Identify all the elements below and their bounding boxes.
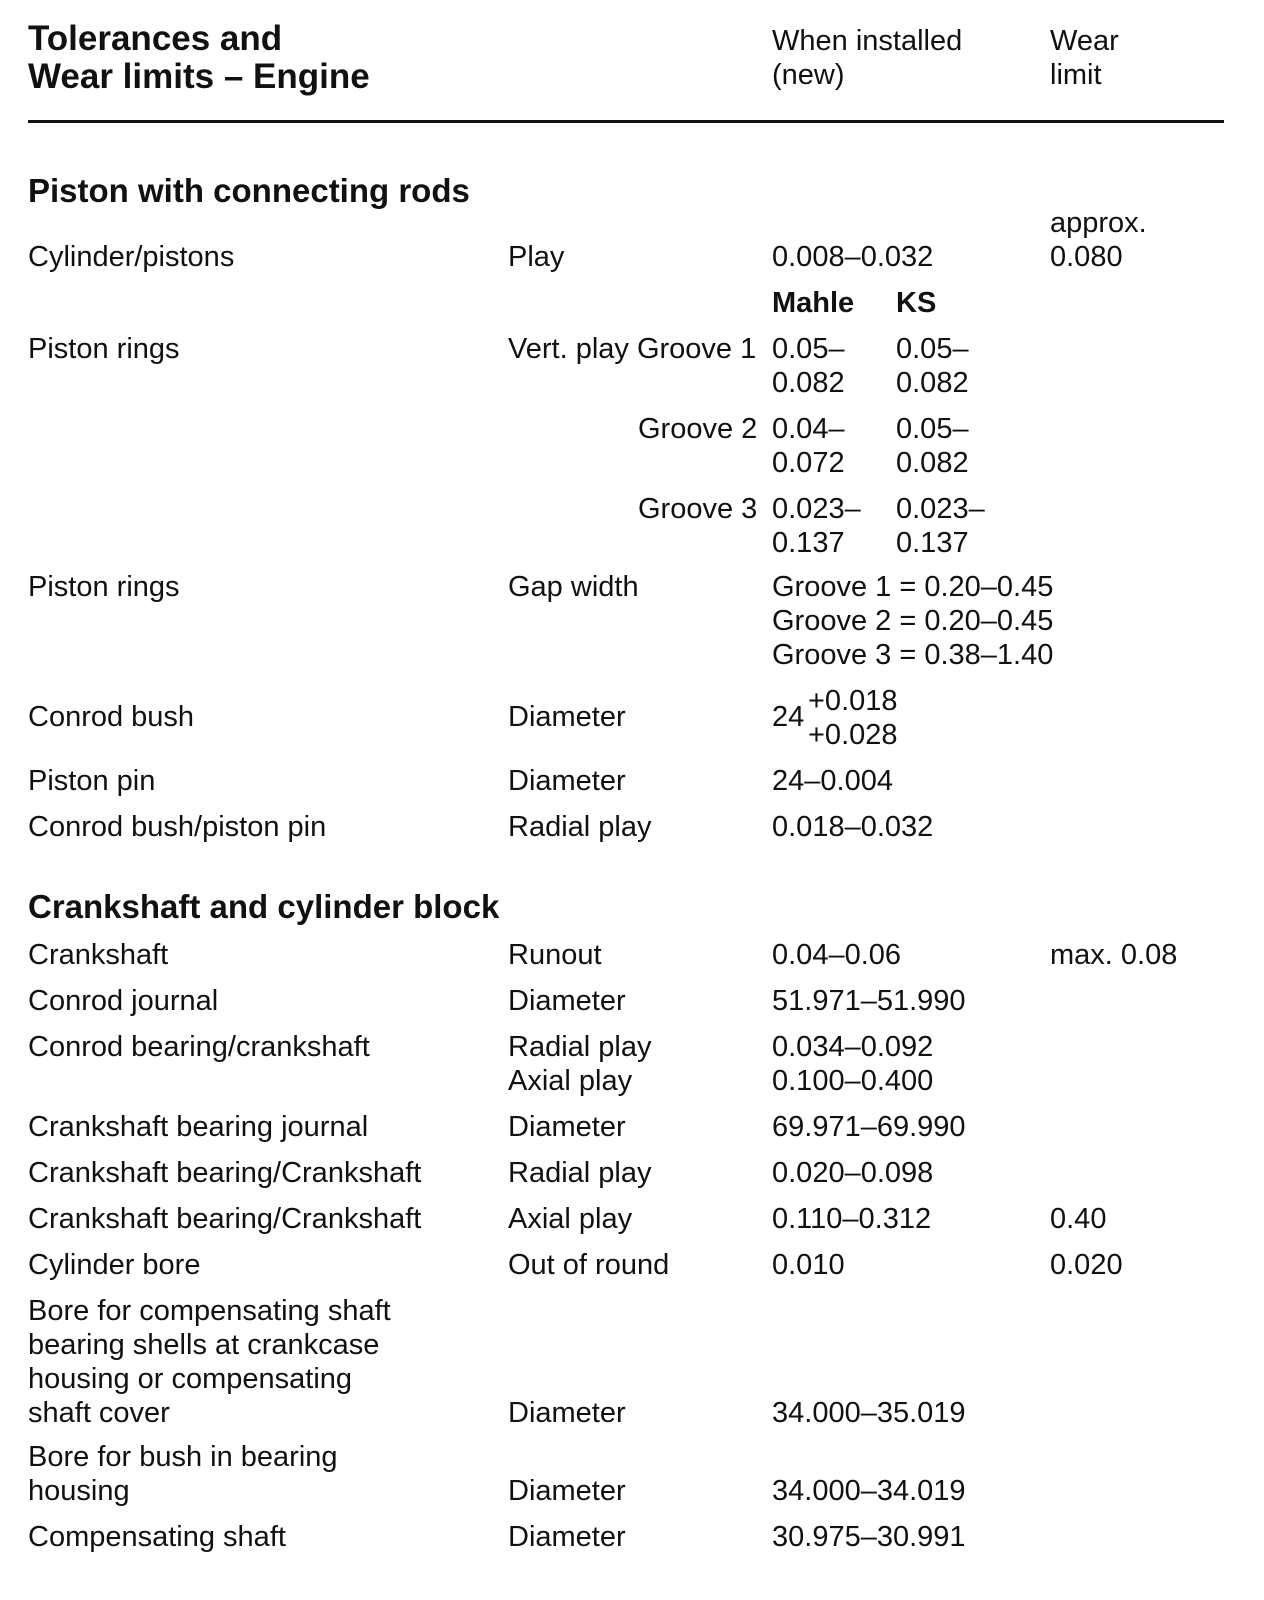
cyl-param: Play bbox=[508, 241, 565, 273]
rings-g1-ks-a: 0.05– bbox=[896, 333, 969, 365]
bush-base: 24 bbox=[772, 701, 805, 733]
bushpin-param: Radial play bbox=[508, 811, 652, 843]
col-new-header-2: (new) bbox=[772, 59, 845, 91]
rings-part: Piston rings bbox=[28, 333, 180, 365]
row7-value: 0.010 bbox=[772, 1249, 845, 1281]
bush-bore-value: 34.000–34.019 bbox=[772, 1475, 966, 1507]
row1-value: 51.971–51.990 bbox=[772, 985, 966, 1017]
bush-bore-line-1: Bore for bush in bearing bbox=[28, 1441, 338, 1473]
rings-g3-ks-a: 0.023– bbox=[896, 493, 985, 525]
comp-bore-value: 34.000–35.019 bbox=[772, 1397, 966, 1429]
bush-bore-line-2: housing bbox=[28, 1475, 130, 1507]
rings-g2-mahle-a: 0.04– bbox=[772, 413, 845, 445]
row6-part: Crankshaft bearing/Crankshaft bbox=[28, 1203, 422, 1235]
rings-g2-mahle-b: 0.072 bbox=[772, 447, 845, 479]
rings-g1-ks-b: 0.082 bbox=[896, 367, 969, 399]
title-line-1: Tolerances and bbox=[28, 19, 283, 58]
gap-part: Piston rings bbox=[28, 571, 180, 603]
row7-part: Cylinder bore bbox=[28, 1249, 201, 1281]
row6-param: Axial play bbox=[508, 1203, 633, 1235]
row3-param: Axial play bbox=[508, 1065, 633, 1097]
col-new-header-1: When installed bbox=[772, 25, 963, 57]
section-title-crankshaft: Crankshaft and cylinder block bbox=[28, 888, 500, 925]
pin-param: Diameter bbox=[508, 765, 626, 797]
bush-part: Conrod bush bbox=[28, 701, 195, 733]
rings-g1-label: Vert. play Groove 1 bbox=[508, 333, 757, 365]
row6-wear: 0.40 bbox=[1050, 1203, 1107, 1235]
row5-value: 0.020–0.098 bbox=[772, 1157, 934, 1189]
row3-value: 0.100–0.400 bbox=[772, 1065, 934, 1097]
cyl-wear-line2: 0.080 bbox=[1050, 241, 1123, 273]
section-title-piston: Piston with connecting rods bbox=[28, 172, 470, 209]
row6-value: 0.110–0.312 bbox=[772, 1203, 932, 1235]
rings-g2-ks-b: 0.082 bbox=[896, 447, 969, 479]
col-wear-header-2: limit bbox=[1050, 59, 1102, 91]
comp-shaft-part: Compensating shaft bbox=[28, 1521, 286, 1553]
rings-g3-ks-b: 0.137 bbox=[896, 527, 969, 559]
col-wear-header-1: Wear bbox=[1050, 25, 1119, 57]
cyl-wear-line1: approx. bbox=[1050, 207, 1147, 239]
comp-bore-line-1: Bore for compensating shaft bbox=[28, 1295, 391, 1327]
bush-upper-tol: +0.018 bbox=[808, 685, 898, 717]
rings-g3-label: Groove 3 bbox=[638, 493, 758, 525]
row7-param: Out of round bbox=[508, 1249, 670, 1281]
comp-bore-line-3: housing or compensating bbox=[28, 1363, 353, 1395]
gap-param: Gap width bbox=[508, 571, 639, 603]
comp-shaft-param: Diameter bbox=[508, 1521, 626, 1553]
row4-param: Diameter bbox=[508, 1111, 626, 1143]
cyl-part: Cylinder/pistons bbox=[28, 241, 235, 273]
rings-g2-ks-a: 0.05– bbox=[896, 413, 969, 445]
gap-line-1: Groove 1 = 0.20–0.45 bbox=[772, 571, 1054, 603]
cyl-value: 0.008–0.032 bbox=[772, 241, 934, 273]
row0-wear: max. 0.08 bbox=[1050, 939, 1178, 971]
bush-lower-tol: +0.028 bbox=[808, 719, 898, 751]
row2-param: Radial play bbox=[508, 1031, 652, 1063]
row1-param: Diameter bbox=[508, 985, 626, 1017]
rings-g1-mahle-b: 0.082 bbox=[772, 367, 845, 399]
bushpin-part: Conrod bush/piston pin bbox=[28, 811, 327, 843]
rings-g3-mahle-b: 0.137 bbox=[772, 527, 845, 559]
rings-g1-mahle-a: 0.05– bbox=[772, 333, 845, 365]
bushpin-value: 0.018–0.032 bbox=[772, 811, 934, 843]
row7-wear: 0.020 bbox=[1050, 1249, 1123, 1281]
row4-value: 69.971–69.990 bbox=[772, 1111, 966, 1143]
row0-value: 0.04–0.06 bbox=[772, 939, 902, 971]
row2-value: 0.034–0.092 bbox=[772, 1031, 934, 1063]
bush-bore-param: Diameter bbox=[508, 1475, 626, 1507]
mahle-label: Mahle bbox=[772, 287, 855, 319]
row2-part: Conrod bearing/crankshaft bbox=[28, 1031, 370, 1063]
row5-part: Crankshaft bearing/Crankshaft bbox=[28, 1157, 422, 1189]
row4-part: Crankshaft bearing journal bbox=[28, 1111, 369, 1143]
ks-label: KS bbox=[896, 287, 937, 319]
row0-part: Crankshaft bbox=[28, 939, 169, 971]
comp-bore-line-2: bearing shells at crankcase bbox=[28, 1329, 380, 1361]
row5-param: Radial play bbox=[508, 1157, 652, 1189]
pin-value: 24–0.004 bbox=[772, 765, 893, 797]
row0-param: Runout bbox=[508, 939, 602, 971]
comp-bore-param: Diameter bbox=[508, 1397, 626, 1429]
rings-g3-mahle-a: 0.023– bbox=[772, 493, 861, 525]
gap-line-2: Groove 2 = 0.20–0.45 bbox=[772, 605, 1054, 637]
comp-shaft-value: 30.975–30.991 bbox=[772, 1521, 966, 1553]
gap-line-3: Groove 3 = 0.38–1.40 bbox=[772, 639, 1054, 671]
row1-part: Conrod journal bbox=[28, 985, 219, 1017]
title-line-2: Wear limits – Engine bbox=[28, 57, 370, 96]
pin-part: Piston pin bbox=[28, 765, 156, 797]
rings-g2-label: Groove 2 bbox=[638, 413, 758, 445]
comp-bore-line-4: shaft cover bbox=[28, 1397, 170, 1429]
header-rule bbox=[28, 120, 1224, 123]
bush-param: Diameter bbox=[508, 701, 626, 733]
